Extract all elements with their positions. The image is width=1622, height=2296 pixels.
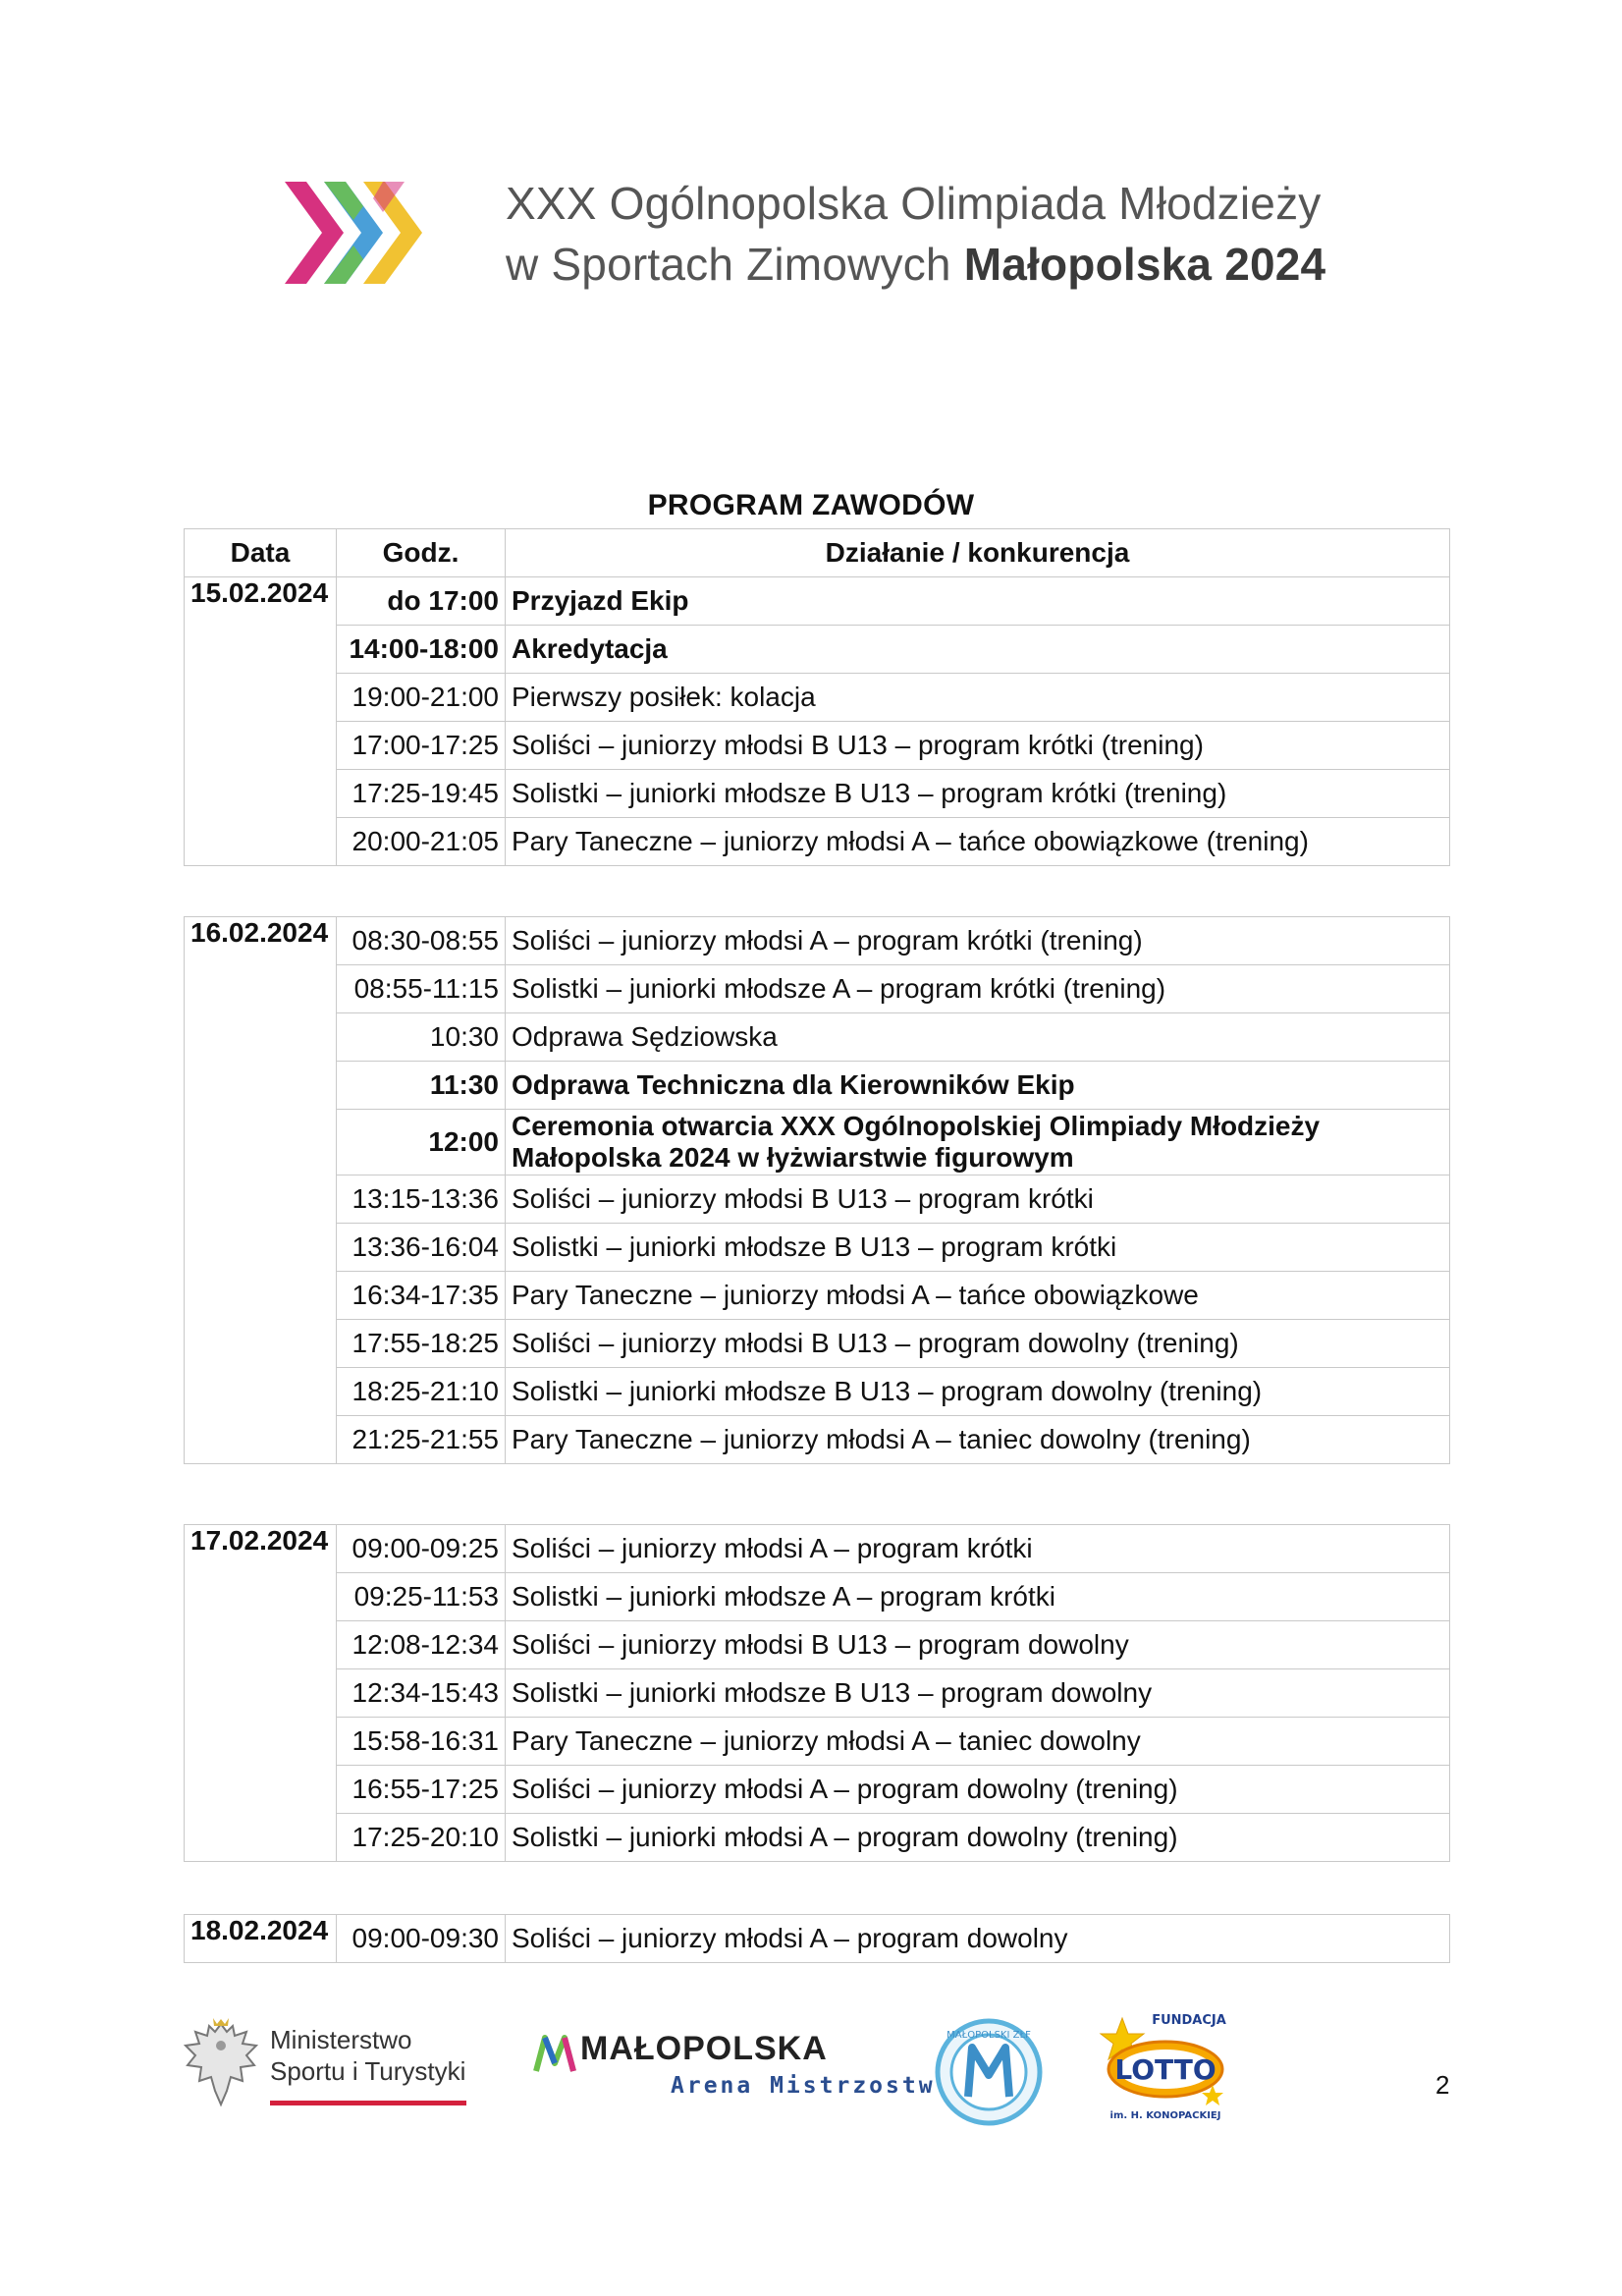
row-activity: Soliści – juniorzy młodsi B U13 – program krótki (trening)	[506, 722, 1450, 770]
row-activity: Solistki – juniorki młodsi A – program dowolny (trening)	[506, 1814, 1450, 1862]
ministry-red-bar	[270, 2101, 466, 2105]
row-activity: Odprawa Sędziowska	[506, 1013, 1450, 1062]
table-row	[185, 722, 1450, 770]
program-title: PROGRAM ZAWODÓW	[647, 489, 975, 521]
table-row	[185, 1718, 1450, 1766]
table-row	[185, 1062, 1450, 1110]
row-activity: Pary Taneczne – juniorzy młodsi A – tańce obowiązkowe	[506, 1272, 1450, 1320]
header-title-line2-bold: Małopolska 2024	[963, 239, 1326, 290]
row-time: 17:25-19:45	[337, 770, 506, 818]
row-time: 16:34-17:35	[337, 1272, 506, 1320]
row-time: 15:58-16:31	[337, 1718, 506, 1766]
table-row	[185, 1110, 1450, 1175]
header-activity: Działanie / konkurencja	[506, 529, 1450, 577]
row-activity: Solistki – juniorki młodsze A – program krótki (trening)	[506, 965, 1450, 1013]
table-row	[185, 1272, 1450, 1320]
header-date: Data	[185, 529, 337, 577]
row-activity: Soliści – juniorzy młodsi A – program krótki	[506, 1525, 1450, 1573]
malopolska-subtitle: Arena Mistrzostw	[671, 2073, 936, 2099]
table-row	[185, 674, 1450, 722]
table-row	[185, 1621, 1450, 1669]
row-time: 12:00	[337, 1110, 506, 1175]
row-time: 09:25-11:53	[337, 1573, 506, 1621]
ministry-name	[270, 2024, 465, 2087]
table-row	[185, 1525, 1450, 1573]
day-date: 18.02.2024	[185, 1915, 337, 1963]
row-time: 20:00-21:05	[337, 818, 506, 866]
table-row	[185, 1013, 1450, 1062]
malopolska-m-icon	[533, 2034, 576, 2073]
table-row	[185, 1416, 1450, 1464]
olympiad-logo-icon	[285, 177, 442, 290]
table-row	[185, 965, 1450, 1013]
row-time: do 17:00	[337, 577, 506, 626]
schedule-table-day2	[184, 916, 1450, 1464]
row-activity: Odprawa Techniczna dla Kierowników Ekip	[506, 1062, 1450, 1110]
row-activity: Solistki – juniorki młodsze B U13 – program krótki	[506, 1224, 1450, 1272]
table-header-row	[185, 529, 1450, 577]
row-time: 18:25-21:10	[337, 1368, 506, 1416]
row-activity: Pary Taneczne – juniorzy młodsi A – taniec dowolny	[506, 1718, 1450, 1766]
row-time: 19:00-21:00	[337, 674, 506, 722]
table-row	[185, 626, 1450, 674]
table-row	[185, 818, 1450, 866]
row-time: 12:34-15:43	[337, 1669, 506, 1718]
document-header	[285, 177, 1384, 295]
row-time: 12:08-12:34	[337, 1621, 506, 1669]
header-title-line2-prefix: w Sportach Zimowych	[506, 239, 964, 290]
lotto-top-text: FUNDACJA	[1152, 2013, 1226, 2028]
day-date: 15.02.2024	[185, 577, 337, 866]
schedule-table-day3	[184, 1524, 1450, 1862]
row-activity: Solistki – juniorki młodsze A – program krótki	[506, 1573, 1450, 1621]
row-time: 13:36-16:04	[337, 1224, 506, 1272]
row-time: 09:00-09:30	[337, 1915, 506, 1963]
row-time: 09:00-09:25	[337, 1525, 506, 1573]
row-activity: Pary Taneczne – juniorzy młodsi A – taniec dowolny (trening)	[506, 1416, 1450, 1464]
mks-text: MAŁOPOLSKI ZŁF	[946, 2030, 1031, 2041]
row-activity: Ceremonia otwarcia XXX Ogólnopolskiej Olimpiady Młodzieży Małopolska 2024 w łyżwiarstwie figurowym	[506, 1110, 1450, 1175]
table-row	[185, 1669, 1450, 1718]
malopolska-title: MAŁOPOLSKA	[580, 2030, 828, 2067]
header-title-line1: XXX Ogólnopolska Olimpiada Młodzieży	[506, 178, 1322, 229]
ministry-line1: Ministerstwo	[270, 2025, 412, 2054]
row-activity: Solistki – juniorki młodsze B U13 – program krótki (trening)	[506, 770, 1450, 818]
header-time: Godz.	[337, 529, 506, 577]
row-activity: Akredytacja	[506, 626, 1450, 674]
row-activity: Solistki – juniorki młodsze B U13 – program dowolny	[506, 1669, 1450, 1718]
row-time: 08:30-08:55	[337, 917, 506, 965]
table-row	[185, 770, 1450, 818]
row-activity: Soliści – juniorzy młodsi B U13 – program krótki	[506, 1175, 1450, 1224]
lotto-bottom-text: im. H. KONOPACKIEJ	[1109, 2110, 1221, 2121]
row-time: 14:00-18:00	[337, 626, 506, 674]
schedule-table-day1	[184, 528, 1450, 866]
row-time: 17:00-17:25	[337, 722, 506, 770]
row-activity: Soliści – juniorzy młodsi A – program dowolny	[506, 1915, 1450, 1963]
eagle-emblem-icon	[182, 2016, 260, 2109]
header-title-line2	[506, 238, 1325, 291]
row-time: 16:55-17:25	[337, 1766, 506, 1814]
row-activity: Soliści – juniorzy młodsi B U13 – program dowolny (trening)	[506, 1320, 1450, 1368]
row-activity: Pierwszy posiłek: kolacja	[506, 674, 1450, 722]
row-time: 08:55-11:15	[337, 965, 506, 1013]
table-row	[185, 1766, 1450, 1814]
schedule-table-day4	[184, 1914, 1450, 1963]
table-row	[185, 1573, 1450, 1621]
row-time: 11:30	[337, 1062, 506, 1110]
day-date: 17.02.2024	[185, 1525, 337, 1862]
table-row	[185, 1320, 1450, 1368]
row-activity: Przyjazd Ekip	[506, 577, 1450, 626]
table-row	[185, 1814, 1450, 1862]
table-row	[185, 1368, 1450, 1416]
row-activity: Soliści – juniorzy młodsi A – program krótki (trening)	[506, 917, 1450, 965]
day-date: 16.02.2024	[185, 917, 337, 1464]
ministry-logo	[182, 2016, 476, 2124]
row-time: 10:30	[337, 1013, 506, 1062]
table-row	[185, 577, 1450, 626]
row-activity: Soliści – juniorzy młodsi B U13 – program dowolny	[506, 1621, 1450, 1669]
table-row	[185, 917, 1450, 965]
lotto-main-text: LOTTO	[1114, 2053, 1216, 2086]
malopolska-logo	[533, 2030, 936, 2099]
table-row	[185, 1915, 1450, 1963]
row-time: 17:25-20:10	[337, 1814, 506, 1862]
row-time: 21:25-21:55	[337, 1416, 506, 1464]
row-time: 13:15-13:36	[337, 1175, 506, 1224]
page-number: 2	[1435, 2070, 1450, 2100]
lotto-foundation-logo-icon	[1095, 2008, 1242, 2126]
row-time: 17:55-18:25	[337, 1320, 506, 1368]
mks-club-logo-icon	[933, 2016, 1046, 2129]
sponsor-footer	[182, 2008, 1458, 2126]
row-activity: Soliści – juniorzy młodsi A – program dowolny (trening)	[506, 1766, 1450, 1814]
table-row	[185, 1175, 1450, 1224]
table-row	[185, 1224, 1450, 1272]
row-activity: Solistki – juniorki młodsze B U13 – program dowolny (trening)	[506, 1368, 1450, 1416]
row-activity: Pary Taneczne – juniorzy młodsi A – tańce obowiązkowe (trening)	[506, 818, 1450, 866]
ministry-line2: Sportu i Turystyki	[270, 2056, 466, 2086]
